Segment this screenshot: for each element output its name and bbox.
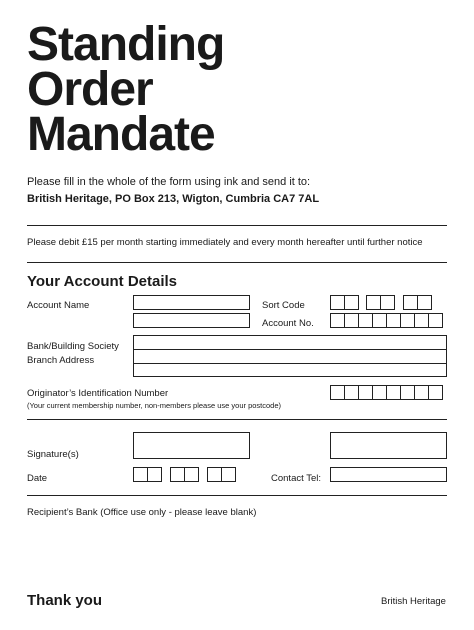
account-number-cells [330,313,442,328]
originator-id-digit[interactable] [344,385,359,400]
debit-instruction: Please debit £15 per month starting immediately and every month hereafter until further notice [27,237,423,248]
sort-code-digit[interactable] [380,295,395,310]
contact-tel-field[interactable] [330,467,447,482]
divider [27,225,447,226]
account-number-label: Account No. [262,318,314,329]
sort-code-digit[interactable] [366,295,381,310]
sort-code-pair-1 [330,295,358,310]
date-digit[interactable] [170,467,185,482]
field-line [134,363,446,364]
bank-label: Bank/Building Society [27,341,119,352]
branch-address-label: Branch Address [27,355,95,366]
originator-id-digit[interactable] [428,385,443,400]
instruction-text: Please fill in the whole of the form using ink and send it to: [27,176,311,188]
sort-code-pair-2 [366,295,394,310]
originator-id-cells [330,385,442,400]
title-line-1: Standing [27,18,225,71]
office-use-text: Recipient’s Bank (Office use only - please leave blank) [27,507,257,518]
signature-field[interactable] [133,432,250,459]
account-number-digit[interactable] [428,313,443,328]
originator-id-label: Originator’s Identification Number [27,388,169,399]
date-digit[interactable] [221,467,236,482]
date-digit[interactable] [184,467,199,482]
originator-id-digit[interactable] [358,385,373,400]
account-number-digit[interactable] [386,313,401,328]
sort-code-label: Sort Code [262,300,305,311]
date-digit[interactable] [147,467,162,482]
account-name-label: Account Name [27,300,90,311]
sort-code-digit[interactable] [417,295,432,310]
divider [27,419,447,420]
divider [27,495,447,496]
account-number-digit[interactable] [344,313,359,328]
title-line-3: Mandate [27,108,215,161]
originator-id-digit[interactable] [386,385,401,400]
divider [27,262,447,263]
postal-address: British Heritage, PO Box 213, Wigton, Cumbria CA7 7AL [27,193,320,205]
account-number-digit[interactable] [372,313,387,328]
contact-tel-label: Contact Tel: [271,473,321,484]
account-number-digit[interactable] [400,313,415,328]
sort-code-digit[interactable] [330,295,345,310]
brand-name: British Heritage [381,596,446,607]
sort-code-digit[interactable] [344,295,359,310]
account-name-field-1[interactable] [133,295,250,310]
date-digit[interactable] [133,467,148,482]
signature-field-2[interactable] [330,432,447,459]
originator-id-digit[interactable] [330,385,345,400]
date-day-cells [133,467,161,482]
page-title [27,18,225,161]
date-month-cells [170,467,198,482]
section-heading-account-details: Your Account Details [27,273,178,290]
sort-code-pair-3 [403,295,431,310]
originator-id-note: (Your current membership number, non-members please use your postcode) [27,401,282,410]
thank-you-text: Thank you [27,592,103,609]
account-number-digit[interactable] [358,313,373,328]
bank-branch-address-field[interactable] [133,335,447,377]
signature-label: Signature(s) [27,449,79,460]
account-number-digit[interactable] [414,313,429,328]
date-digit[interactable] [207,467,222,482]
date-year-cells [207,467,235,482]
originator-id-digit[interactable] [400,385,415,400]
sort-code-digit[interactable] [403,295,418,310]
field-line [134,349,446,350]
title-line-2: Order [27,63,153,116]
date-label: Date [27,473,48,484]
originator-id-digit[interactable] [414,385,429,400]
account-name-field-2[interactable] [133,313,250,328]
originator-id-digit[interactable] [372,385,387,400]
account-number-digit[interactable] [330,313,345,328]
